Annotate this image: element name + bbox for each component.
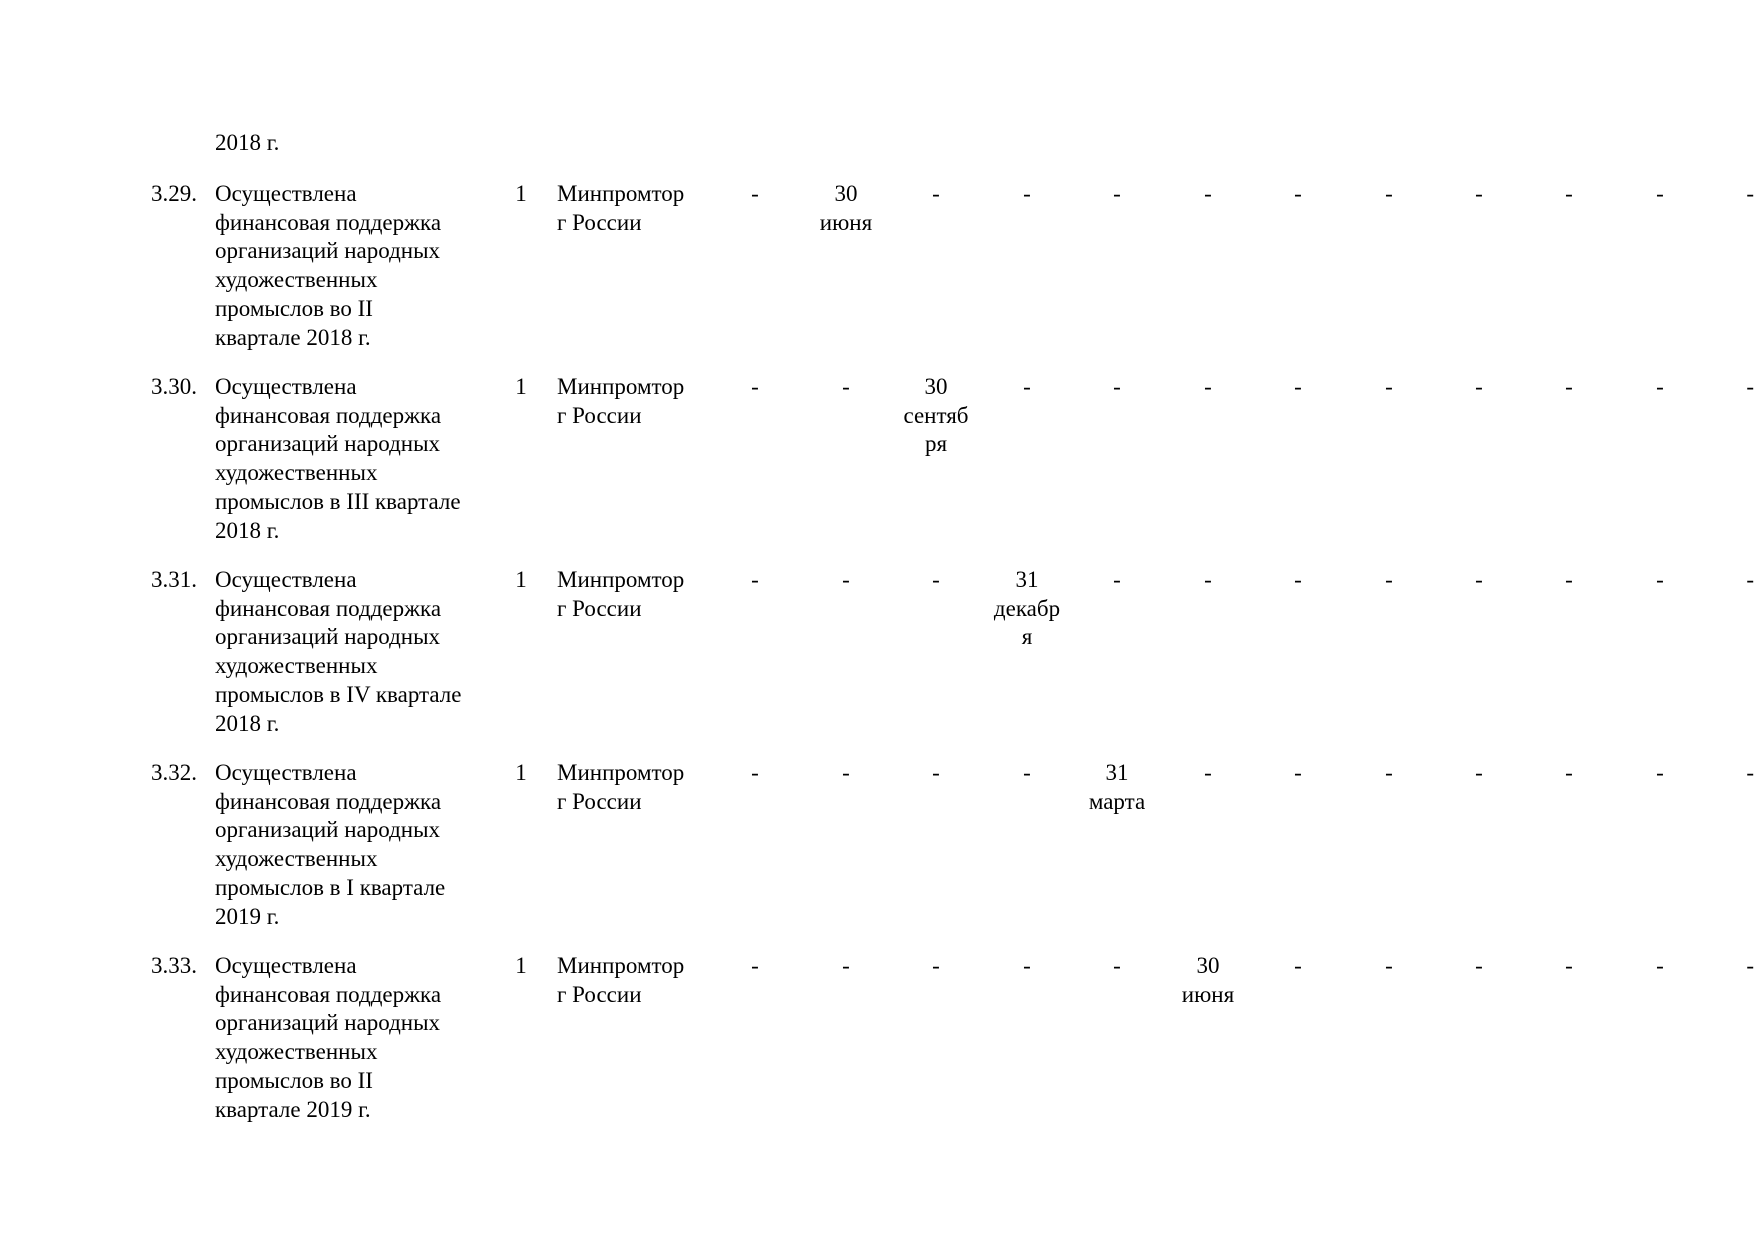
row-number: 3.31. bbox=[151, 567, 197, 592]
schedule-cell: - bbox=[1294, 760, 1302, 785]
row-quantity: 1 bbox=[515, 181, 527, 206]
table-row bbox=[0, 952, 1754, 1142]
schedule-cell: 30 июня bbox=[819, 181, 873, 235]
row-number: 3.32. bbox=[151, 760, 197, 785]
schedule-cell: - bbox=[1113, 953, 1121, 978]
row-description: Осуществлена финансовая поддержка организаций народных художественных промыслов в IV квартале 2018 г. bbox=[215, 567, 462, 736]
schedule-cell: - bbox=[1656, 567, 1664, 592]
row-number: 3.33. bbox=[151, 953, 197, 978]
schedule-cell: - bbox=[842, 760, 850, 785]
schedule-cell: - bbox=[1746, 567, 1754, 592]
schedule-cell: - bbox=[842, 374, 850, 399]
schedule-cell: - bbox=[1385, 760, 1393, 785]
schedule-cell: - bbox=[751, 953, 759, 978]
schedule-cell: - bbox=[1475, 181, 1483, 206]
schedule-cell: - bbox=[1385, 374, 1393, 399]
row-responsible: Минпромтор г России bbox=[557, 181, 685, 235]
schedule-cell: - bbox=[1204, 760, 1212, 785]
schedule-cell: - bbox=[1656, 181, 1664, 206]
schedule-cells bbox=[0, 759, 1754, 949]
schedule-cell: - bbox=[1475, 567, 1483, 592]
schedule-cell: - bbox=[932, 953, 940, 978]
row-description: Осуществлена финансовая поддержка организаций народных художественных промыслов в III квартале 2018 г. bbox=[215, 374, 461, 543]
schedule-cell: - bbox=[1294, 953, 1302, 978]
schedule-cells bbox=[0, 952, 1754, 1142]
schedule-cell: - bbox=[751, 760, 759, 785]
row-responsible: Минпромтор г России bbox=[557, 567, 685, 621]
continuation-text: 2018 г. bbox=[215, 130, 280, 155]
schedule-cell: - bbox=[1023, 181, 1031, 206]
schedule-cell: - bbox=[1656, 760, 1664, 785]
schedule-cell: - bbox=[1023, 953, 1031, 978]
schedule-cell: - bbox=[1204, 374, 1212, 399]
table-row bbox=[0, 373, 1754, 563]
row-description: Осуществлена финансовая поддержка организаций народных художественных промыслов во II квартале 2018 г. bbox=[215, 181, 442, 350]
schedule-cell: - bbox=[1294, 567, 1302, 592]
schedule-cell: 31 декабр я bbox=[993, 567, 1061, 650]
schedule-cell: - bbox=[1023, 374, 1031, 399]
schedule-cell: - bbox=[1113, 567, 1121, 592]
schedule-cells bbox=[0, 373, 1754, 563]
schedule-cell: 30 июня bbox=[1181, 953, 1235, 1007]
schedule-cell: - bbox=[932, 181, 940, 206]
schedule-cell: - bbox=[1113, 374, 1121, 399]
row-quantity: 1 bbox=[515, 567, 527, 592]
schedule-cell: - bbox=[1475, 953, 1483, 978]
row-quantity: 1 bbox=[515, 760, 527, 785]
schedule-cell: - bbox=[1113, 181, 1121, 206]
table-row bbox=[0, 180, 1754, 370]
row-number: 3.30. bbox=[151, 374, 197, 399]
schedule-cell: - bbox=[1565, 567, 1573, 592]
schedule-cell: - bbox=[1475, 760, 1483, 785]
schedule-cell: - bbox=[1746, 953, 1754, 978]
schedule-cell: - bbox=[1565, 953, 1573, 978]
row-responsible: Минпромтор г России bbox=[557, 374, 685, 428]
schedule-cell: - bbox=[1565, 374, 1573, 399]
row-number: 3.29. bbox=[151, 181, 197, 206]
schedule-cell: - bbox=[1294, 181, 1302, 206]
row-description: Осуществлена финансовая поддержка организаций народных художественных промыслов в I квартале 2019 г. bbox=[215, 760, 446, 929]
schedule-cell: - bbox=[1204, 567, 1212, 592]
row-responsible: Минпромтор г России bbox=[557, 760, 685, 814]
schedule-cell: - bbox=[842, 953, 850, 978]
schedule-cell: - bbox=[751, 567, 759, 592]
schedule-cell: - bbox=[1656, 374, 1664, 399]
schedule-cell: - bbox=[932, 567, 940, 592]
schedule-cell: - bbox=[1746, 374, 1754, 399]
schedule-cells bbox=[0, 566, 1754, 756]
schedule-cell: - bbox=[1746, 181, 1754, 206]
schedule-cell: - bbox=[1385, 567, 1393, 592]
row-quantity: 1 bbox=[515, 374, 527, 399]
schedule-cell: 30 сентяб ря bbox=[903, 374, 969, 457]
schedule-cell: - bbox=[1565, 181, 1573, 206]
table-row bbox=[0, 759, 1754, 949]
schedule-cell: - bbox=[1565, 760, 1573, 785]
schedule-cell: - bbox=[1656, 953, 1664, 978]
schedule-cell: - bbox=[1204, 181, 1212, 206]
schedule-cell: - bbox=[932, 760, 940, 785]
schedule-cell: - bbox=[842, 567, 850, 592]
schedule-cell: 31 марта bbox=[1088, 760, 1146, 814]
schedule-cell: - bbox=[751, 181, 759, 206]
schedule-cell: - bbox=[1475, 374, 1483, 399]
schedule-cell: - bbox=[1385, 181, 1393, 206]
row-description: Осуществлена финансовая поддержка организаций народных художественных промыслов во II квартале 2019 г. bbox=[215, 953, 442, 1122]
schedule-cell: - bbox=[751, 374, 759, 399]
schedule-cell: - bbox=[1294, 374, 1302, 399]
schedule-cell: - bbox=[1746, 760, 1754, 785]
row-quantity: 1 bbox=[515, 953, 527, 978]
schedule-cell: - bbox=[1023, 760, 1031, 785]
schedule-cell: - bbox=[1385, 953, 1393, 978]
table-row bbox=[0, 566, 1754, 756]
schedule-cells bbox=[0, 180, 1754, 370]
row-responsible: Минпромтор г России bbox=[557, 953, 685, 1007]
